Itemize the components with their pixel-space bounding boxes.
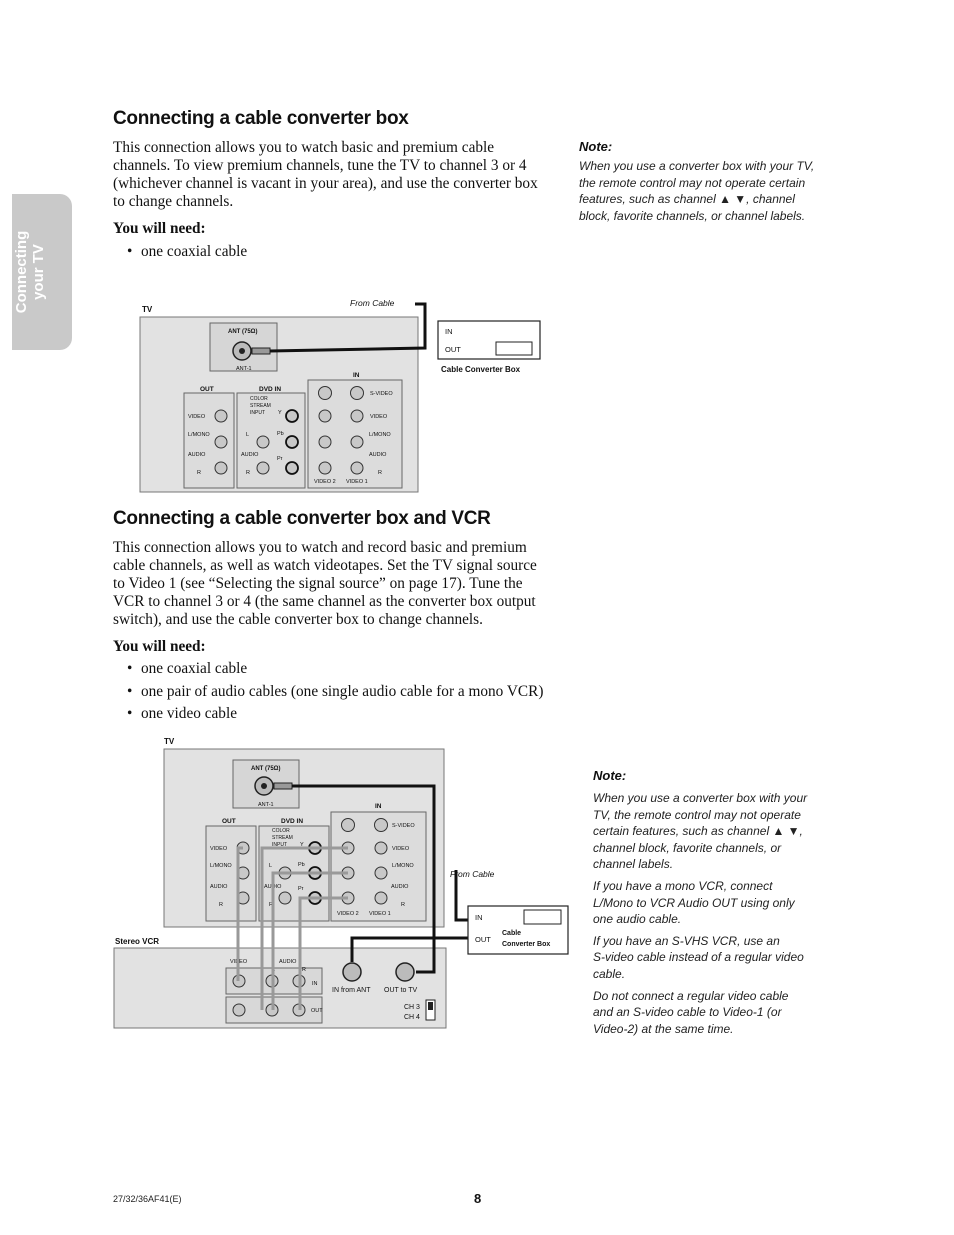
svg-text:Pr: Pr <box>298 886 304 892</box>
svg-text:OUT: OUT <box>475 935 491 944</box>
svg-text:L/MONO: L/MONO <box>188 432 210 438</box>
svg-text:S-VIDEO: S-VIDEO <box>392 823 415 829</box>
svg-text:VIDEO: VIDEO <box>188 414 206 420</box>
svg-text:R: R <box>219 902 223 908</box>
svg-text:INPUT: INPUT <box>250 410 265 416</box>
svg-text:Converter Box: Converter Box <box>502 941 551 948</box>
ant-label: ANT (75Ω) <box>228 329 258 335</box>
list-item: • one pair of audio cables (one single audio cable for a mono VCR) <box>127 683 543 706</box>
section1-paragraph: This connection allows you to watch basic and premium cable channels. To view premium channels, tune the TV to channel 3 or 4 (whichever channel is vacant in your area), and use the converter box to change channels. <box>113 139 538 210</box>
svg-text:AUDIO: AUDIO <box>369 452 387 458</box>
svg-text:VIDEO 2: VIDEO 2 <box>314 479 336 485</box>
section1-title: Connecting a cable converter box <box>113 108 409 129</box>
svg-text:Pr: Pr <box>277 456 283 462</box>
section2-need-label: You will need: <box>113 638 206 655</box>
from-cable-label: From Cable <box>350 298 395 308</box>
svg-text:STREAM: STREAM <box>250 403 271 409</box>
svg-text:L/MONO: L/MONO <box>210 863 232 869</box>
svg-text:OUT to TV: OUT to TV <box>384 987 418 994</box>
svg-text:R: R <box>401 902 405 908</box>
svg-text:STREAM: STREAM <box>272 835 293 841</box>
svg-text:S-VIDEO: S-VIDEO <box>370 391 393 397</box>
svg-text:DVD IN: DVD IN <box>281 818 304 825</box>
svg-text:Y: Y <box>278 410 282 416</box>
svg-text:Pb: Pb <box>298 862 305 868</box>
svg-text:R: R <box>269 902 273 908</box>
svg-text:IN: IN <box>312 981 318 987</box>
svg-text:AUDIO: AUDIO <box>241 452 259 458</box>
svg-text:L/MONO: L/MONO <box>369 432 391 438</box>
converter-box-caption: Cable Converter Box <box>441 365 521 374</box>
svg-text:L: L <box>269 863 273 869</box>
svg-text:VIDEO: VIDEO <box>230 959 248 965</box>
svg-text:IN: IN <box>375 803 382 810</box>
svg-text:CH 3: CH 3 <box>404 1004 420 1011</box>
svg-text:Y: Y <box>300 842 304 848</box>
svg-text:VIDEO: VIDEO <box>210 846 228 852</box>
section2-title: Connecting a cable converter box and VCR <box>113 508 491 529</box>
svg-text:AUDIO: AUDIO <box>210 884 228 890</box>
vcr-ant-in <box>343 963 361 981</box>
vcr-label: Stereo VCR <box>115 937 160 946</box>
svg-text:DVD IN: DVD IN <box>259 386 282 393</box>
svg-text:VIDEO: VIDEO <box>370 414 388 420</box>
section1-note-title: Note: <box>579 139 613 154</box>
svg-text:IN: IN <box>475 913 483 922</box>
svg-text:VIDEO 1: VIDEO 1 <box>346 479 368 485</box>
svg-text:L: L <box>246 432 250 438</box>
ant1-label: ANT-1 <box>236 366 252 372</box>
svg-text:AUDIO: AUDIO <box>264 884 282 890</box>
svg-text:IN: IN <box>353 372 360 379</box>
svg-text:OUT: OUT <box>200 386 214 393</box>
side-tab-label: Connecting your TV <box>13 230 47 314</box>
svg-text:Cable: Cable <box>502 930 522 937</box>
section1-need-label: You will need: <box>113 220 206 237</box>
svg-text:AUDIO: AUDIO <box>391 884 409 890</box>
svg-text:OUT: OUT <box>222 818 236 825</box>
list-item: • one coaxial cable <box>127 243 247 266</box>
section2-paragraph: This connection allows you to watch and record basic and premium cable channels, as well as watch videotapes. Set the TV signal source to Video 1 (see “Selecting the signal source” on page 17). Tune the VCR to channel 3 or 4 (the same channel as the converter box output switch), and use the cable converter box to change channels. <box>113 539 537 628</box>
tv-label: TV <box>142 305 153 314</box>
section2-note-text: When you use a converter box with your TV, the remote control may not operate certain features, such as channel ▲ ▼, channel block, favorite channels, or channel labels. If you have a mono VCR, connect L/Mono to VCR Audio OUT using only one audio cable. If you have an S-VHS VCR, use an S-video cable instead of a regular video cable. Do not connect a regular video cable and an S-video cable to Video-1 (or Video-2) at the same time. <box>593 791 808 1036</box>
svg-text:IN from ANT: IN from ANT <box>332 987 371 994</box>
list-item: • one coaxial cable <box>127 660 543 683</box>
svg-text:R: R <box>246 470 250 476</box>
vcr-ant-out <box>396 963 414 981</box>
svg-text:L/MONO: L/MONO <box>392 863 414 869</box>
page-number: 8 <box>474 1191 482 1206</box>
section1-note-text: When you use a converter box with your TV, the remote control may not operate certain features, such as channel ▲ ▼, channel block, favorite channels, or channel labels. <box>579 159 815 223</box>
svg-text:OUT: OUT <box>445 345 461 354</box>
list-item: • one video cable <box>127 705 543 728</box>
svg-text:CH 4: CH 4 <box>404 1014 420 1021</box>
svg-text:Pb: Pb <box>277 431 284 437</box>
svg-text:AUDIO: AUDIO <box>279 959 297 965</box>
svg-text:L: L <box>272 967 276 973</box>
svg-text:ANT (75Ω): ANT (75Ω) <box>251 766 281 772</box>
svg-text:VIDEO 2: VIDEO 2 <box>337 911 359 917</box>
svg-text:OUT: OUT <box>311 1008 323 1014</box>
tv-label: TV <box>164 737 175 746</box>
svg-text:R: R <box>302 967 306 973</box>
svg-text:R: R <box>197 470 201 476</box>
svg-text:COLOR: COLOR <box>250 396 268 402</box>
footer-model: 27/32/36AF41(E) <box>113 1194 182 1204</box>
svg-text:From Cable: From Cable <box>450 869 495 879</box>
svg-text:COLOR: COLOR <box>272 828 290 834</box>
svg-text:IN: IN <box>445 327 453 336</box>
svg-text:ANT-1: ANT-1 <box>258 802 274 808</box>
svg-text:AUDIO: AUDIO <box>188 452 206 458</box>
svg-text:VIDEO 1: VIDEO 1 <box>369 911 391 917</box>
svg-text:VIDEO: VIDEO <box>392 846 410 852</box>
svg-text:R: R <box>378 470 382 476</box>
section2-note-title: Note: <box>593 768 627 783</box>
svg-text:INPUT: INPUT <box>272 842 287 848</box>
